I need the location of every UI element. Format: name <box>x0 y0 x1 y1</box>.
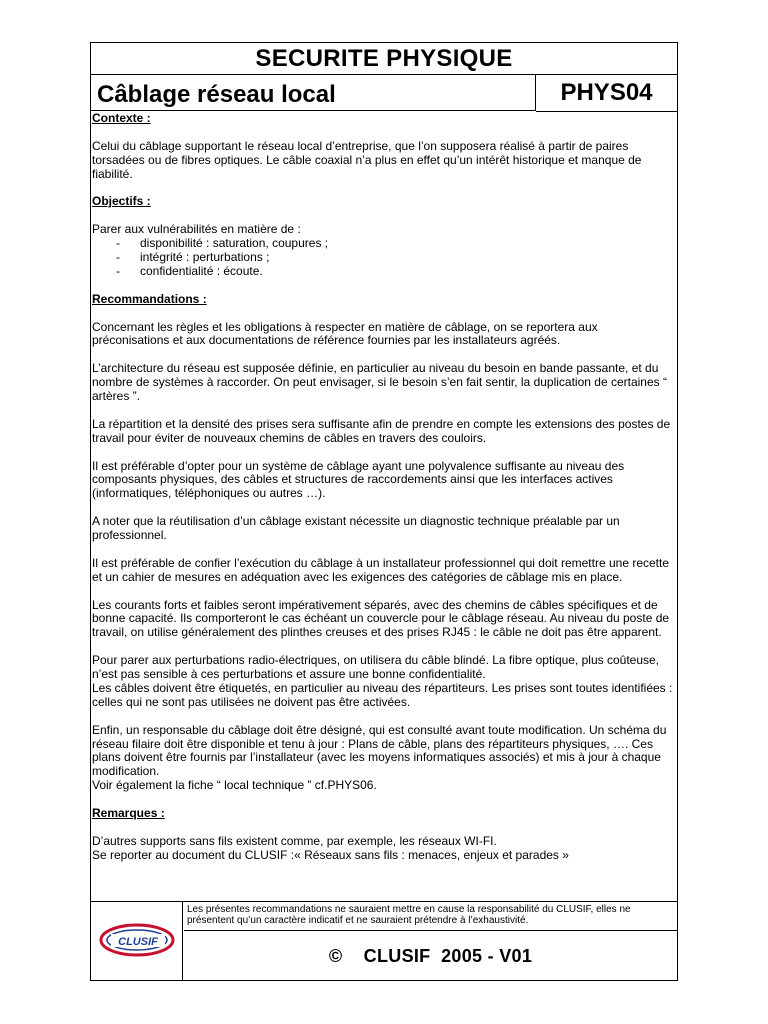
recommandation-paragraph: Pour parer aux perturbations radio-électriques, on utilisera du câble blindé. La fibre optique, plus coûteuse, n’est pas sensible à ces perturbations et assure une bonne confidentialité. <box>92 653 660 682</box>
section-heading-objectifs: Objectifs : <box>92 194 151 209</box>
recommandation-paragraph: Voir également la fiche “ local technique ” cf.PHYS06. <box>92 778 377 793</box>
objectifs-intro: Parer aux vulnérabilités en matière de : <box>92 222 301 237</box>
recommandation-paragraph: Les courants forts et faibles seront impérativement séparés, avec des chemins de câbles spécifiques et de bonne capacité. Ils comporteront le cas échéant un couvercle pour le câblage réseau. Au niveau du poste de travail, on utilise généralement des plinthes creuses et des prises RJ45 : le câble ne doit pas être apparent. <box>92 597 670 640</box>
reference-code: PHYS04 <box>536 75 677 112</box>
page-subtitle: Câblage réseau local <box>91 75 536 111</box>
logo-text: CLUSIF <box>118 936 158 948</box>
recommandation-paragraph: A noter que la réutilisation d’un câblage existant nécessite un diagnostic technique préalable par un professionnel. <box>92 514 620 543</box>
remarques-text: D’autres supports sans fils existent comme, par exemple, les réseaux WI-FI. <box>92 833 497 848</box>
document-body <box>92 112 676 863</box>
disclaimer-text: Les présentes recommandations ne sauraient mettre en cause la responsabilité du CLUSIF, elles ne présentent qu’un caractère indicatif et ne sauraient prétendre à l’exhaustivité. <box>184 902 677 931</box>
section-heading-remarques: Remarques : <box>92 806 165 821</box>
recommandation-paragraph: Enfin, un responsable du câblage doit être désigné, qui est consulté avant toute modification. Un schéma du réseau filaire doit être disponible et tenu à jour : Plans de câble, plans des répartiteurs physiques, …. Ces plans doivent être fournis par l’installateur (avec les moyens informatiques associés) et mis à jour à chaque modification. <box>92 722 667 779</box>
logo-cell <box>91 902 183 980</box>
recommandation-paragraph: Les câbles doivent être étiquetés, en particulier au niveau des répartiteurs. Les prises sont toutes identifiées : celles qui ne sont pas utilisées ne doivent pas être activées. <box>92 680 673 709</box>
objectifs-list <box>92 237 676 279</box>
copyright-line <box>184 932 677 980</box>
list-item: - intégrité : perturbations ; <box>92 251 676 265</box>
page-title: SECURITE PHYSIQUE <box>91 43 677 75</box>
remarques-text: Se reporter au document du CLUSIF :« Réseaux sans fils : menaces, enjeux et parades » <box>92 847 569 862</box>
recommandation-paragraph: Concernant les règles et les obligations à respecter en matière de câblage, on se reportera aux préconisations et aux documentations de référence fournies par les installateurs agréés. <box>92 319 598 348</box>
document-sheet <box>90 42 678 981</box>
section-heading-contexte: Contexte : <box>92 111 151 125</box>
recommandation-paragraph: Il est préférable d’opter pour un système de câblage ayant une polyvalence suffisante au niveau des composants physiques, des câbles et structures de raccordements ainsi que les interfaces actives (informatiques, téléphoniques ou autres …). <box>92 458 625 501</box>
list-item: - disponibilité : saturation, coupures ; <box>92 237 676 251</box>
list-item: - confidentialité : écoute. <box>92 265 676 279</box>
section-heading-recommandations: Recommandations : <box>92 291 207 306</box>
recommandation-paragraph: L’architecture du réseau est supposée définie, en particulier au niveau du besoin en bande passante, et du nombre de systèmes à raccorder. On peut envisager, si le besoin s’en fait sentir, la duplication de certaines “ artères ”. <box>92 361 667 404</box>
recommandation-paragraph: Il est préférable de confier l’exécution du câblage à un installateur professionnel qui doit remettre une recette et un cahier de mesures en adéquation avec les exigences des catégories de câblage mis en place. <box>92 555 670 584</box>
copyright-text: CLUSIF 2005 - V01 <box>363 946 533 966</box>
clusif-logo <box>97 920 177 960</box>
copyright-symbol: © <box>328 946 343 966</box>
contexte-text: Celui du câblage supportant le réseau local d’entreprise, que l’on supposera réalisé à partir de paires torsadées ou de fibres optiques. Le câble coaxial n’a plus en effet qu’un intérêt historique et manque de fiabilité. <box>92 138 642 181</box>
recommandation-paragraph: La répartition et la densité des prises sera suffisante afin de prendre en compte les extensions des postes de travail pour éviter de nouveaux chemins de câbles en travers des couloirs. <box>92 416 671 445</box>
